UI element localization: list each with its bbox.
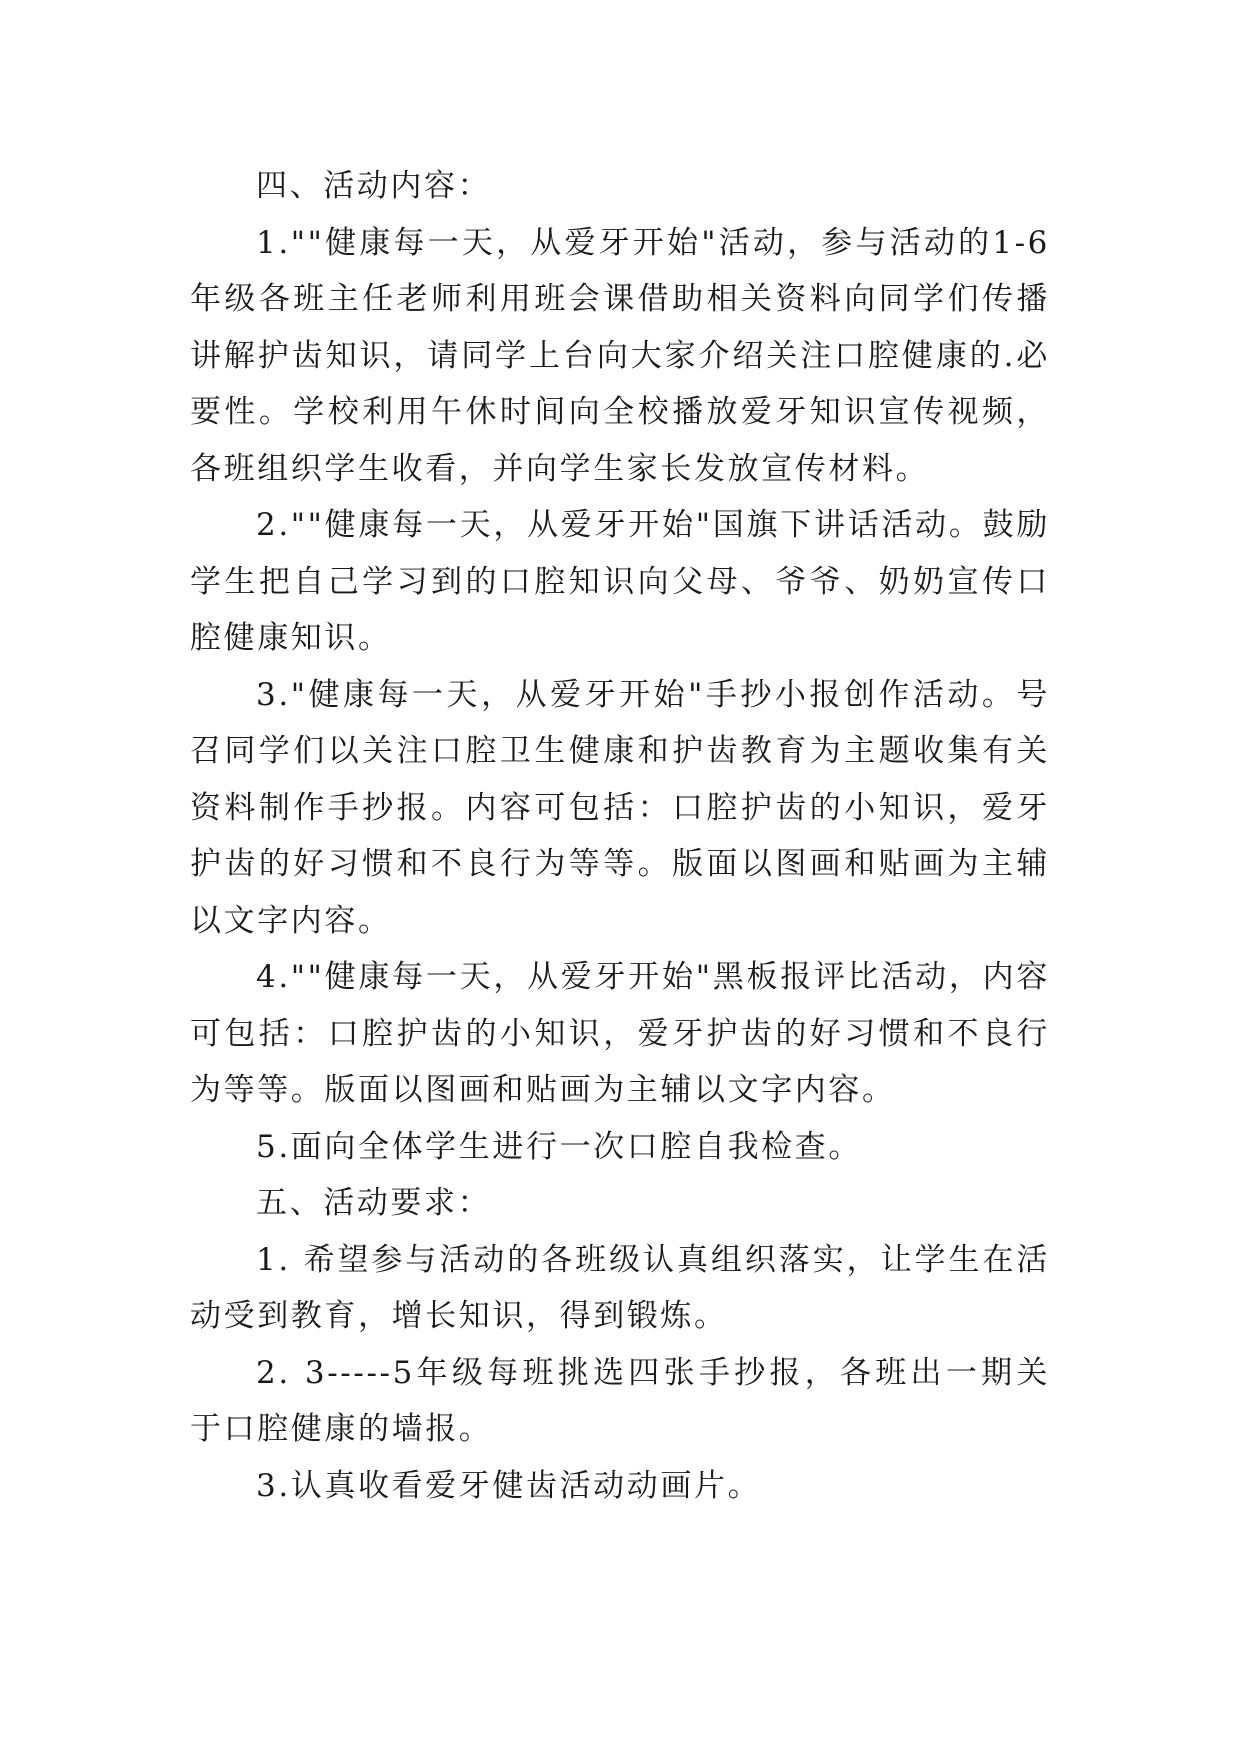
requirement-item-2: 2. 3-----5年级每班挑选四张手抄报，各班出一期关于口腔健康的墙报。 bbox=[190, 1354, 1050, 1447]
activity-item-1: 1.""健康每一天，从爱牙开始"活动，参与活动的1-6年级各班主任老师利用班会课借助相关资料向同学们传播讲解护齿知识，请同学上台向大家介绍关注口腔健康的.必要性。学校利用午休时间向全校播放爱牙知识宣传视频，各班组织学生收看，并向学生家长发放宣传材料。 bbox=[190, 224, 1050, 487]
requirement-item-3: 3.认真收看爱牙健齿活动动画片。 bbox=[256, 1467, 762, 1504]
activity-item-4: 4.""健康每一天，从爱牙开始"黑板报评比活动，内容可包括：口腔护齿的小知识，爱牙护齿的好习惯和不良行为等等。版面以图画和贴画为主辅以文字内容。 bbox=[190, 959, 1050, 1108]
activity-item-5: 5.面向全体学生进行一次口腔自我检查。 bbox=[256, 1128, 862, 1165]
activity-item-3: 3."健康每一天，从爱牙开始"手抄小报创作活动。号召同学们以关注口腔卫生健康和护齿教育为主题收集有关资料制作手抄报。内容可包括：口腔护齿的小知识，爱牙护齿的好习惯和不良行为等等。版面以图画和贴画为主辅以文字内容。 bbox=[190, 676, 1050, 939]
requirement-item-1: 1. 希望参与活动的各班级认真组织落实，让学生在活动受到教育，增长知识，得到锻炼。 bbox=[190, 1241, 1050, 1334]
section-heading-activity-requirements: 五、活动要求： bbox=[256, 1185, 492, 1221]
activity-item-2: 2.""健康每一天，从爱牙开始"国旗下讲话活动。鼓励学生把自己学习到的口腔知识向父母、爷爷、奶奶宣传口腔健康知识。 bbox=[190, 507, 1050, 656]
section-heading-activity-content: 四、活动内容： bbox=[256, 168, 492, 204]
document-body bbox=[190, 158, 1050, 1514]
